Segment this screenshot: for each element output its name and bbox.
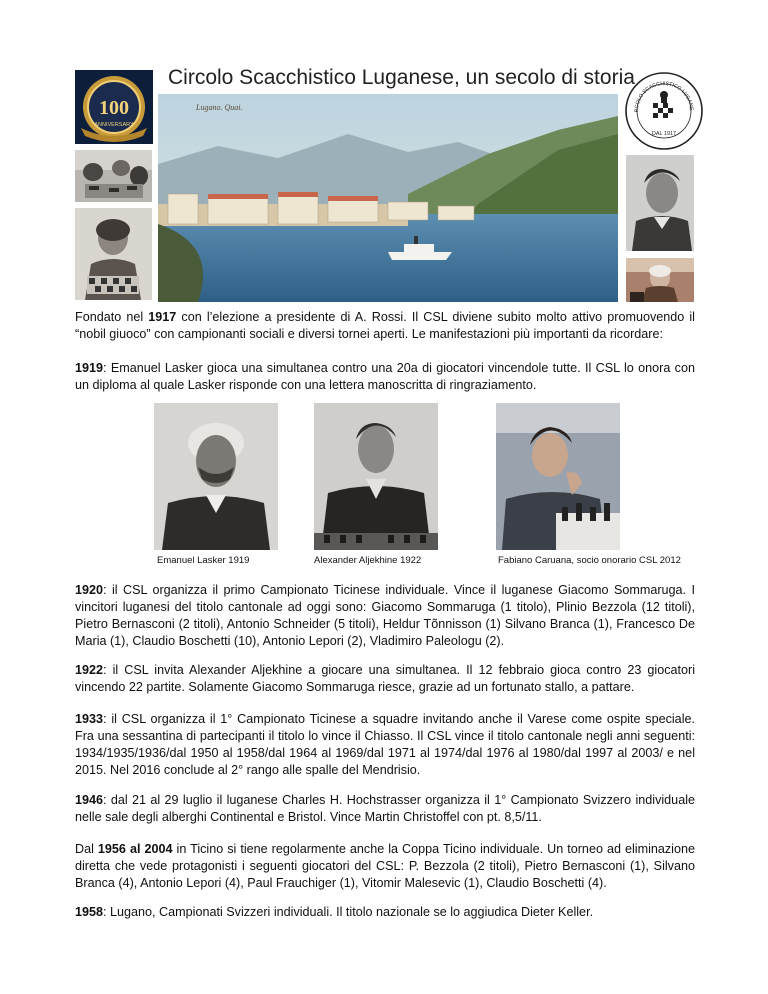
caruana-photo (496, 403, 620, 550)
aljekhine-photo (314, 403, 438, 550)
entry-1933: 1933: il CSL organizza il 1° Campionato Ticinese a squadre invitando anche il Varese come ospite speciale. Fra una sessantina di partecipanti il titolo lo vince il Chiasso. Il CSL vince il titolo cantonale negli anni seguenti: 1934/1935/1936/dal 1950 al 1958/dal 1964 al 1969/dal 1971 al 1974/dal 1976 al 1980/dal 1997 al 2003/ e nel 2015. Nel 2016 conclude al 2° rango alle spalle del Mendrisio. (75, 712, 695, 777)
entry-1920: 1920: il CSL organizza il primo Campionato Ticinese individuale. Vince il luganese Giacomo Sommaruga. I vincitori luganesi del titolo cantonale ad oggi sono: Giacomo Sommaruga (1 titolo), Plinio Bezzola (12 titoli), Pietro Bernasconi (2 titoli), Antonio Schneider (5 titoli), Heldur Tõnnisson (1) Silvano Branca (1), Francesco De Maria (1), Claudio Boschetti (10), Antonio Lepori (2), Vladimiro Paleologu (2). (75, 583, 695, 648)
lugano-postcard (158, 94, 618, 302)
page-title: Circolo Scacchistico Luganese, un secolo di storia (168, 66, 635, 89)
entry-1946: 1946: dal 21 al 29 luglio il luganese Charles H. Hochstrasser organizza il 1° Campionato Svizzero individuale nelle sale degli alberghi Continental e Bristol. Vince Martin Christoffel con pt. 8,5/11. (75, 793, 695, 824)
chess-group-photo (75, 150, 152, 202)
caption-aljekhine: Alexander Aljekhine 1922 (314, 555, 422, 566)
logo-bottom-text: DAL 1917 (651, 131, 677, 137)
badge-number: 100 (99, 97, 129, 119)
anniversary-badge (75, 70, 153, 144)
caption-lasker: Emanuel Lasker 1919 (157, 555, 250, 566)
elder-player-photo (626, 258, 694, 302)
intro-paragraph: Fondato nel 1917 con l’elezione a presidente di A. Rossi. Il CSL diviene subito molto attivo promuovendo il “nobil giuoco” con campionanti sociali e diversi tornei aperti. Le manifestazioni più importanti da ricordare: (75, 310, 695, 341)
fischer-photo (626, 155, 694, 251)
woman-chess-photo (75, 208, 152, 300)
entry-coppa-ticino: Dal 1956 al 2004 in Ticino si tiene regolarmente anche la Coppa Ticino individuale. Un torneo ad eliminazione diretta che vede protagonisti i seguenti giocatori del CSL: P. Bezzola (2 titoli), Pietro Bernasconi (1), Silvano Branca (4), Antonio Lepori (4), Paul Frauchiger (1), Vitomir Malesevic (1), Claudio Boschetti (4). (75, 842, 695, 890)
entry-1958: 1958: Lugano, Campionati Svizzeri individuali. Il titolo nazionale se lo aggiudica Dieter Keller. (75, 905, 594, 919)
founding-year: 1917 (148, 310, 177, 324)
logo-top-text: RCOLO SCACCHISTICO LUGANE (633, 80, 695, 113)
badge-text: ANNIVERSARY (94, 122, 134, 128)
lasker-photo (154, 403, 278, 550)
entry-1922: 1922: il CSL invita Alexander Aljekhine a giocare una simultanea. Il 12 febbraio gioca contro 23 giocatori vincendo 22 partite. Solamente Giacomo Sommaruga riesce, grazie ad un fortunato stallo, a pattare. (75, 663, 695, 694)
entry-1919: 1919: Emanuel Lasker gioca una simultanea contro una 20a di giocatori vincendole tutte. Il CSL lo onora con un diploma al quale Lasker risponde con una lettera manoscritta di ringraziamento. (75, 361, 695, 392)
postcard-text: Lugano. Quai. (196, 103, 243, 112)
club-logo (624, 71, 704, 151)
caption-caruana: Fabiano Caruana, socio onorario CSL 2012 (498, 555, 681, 566)
